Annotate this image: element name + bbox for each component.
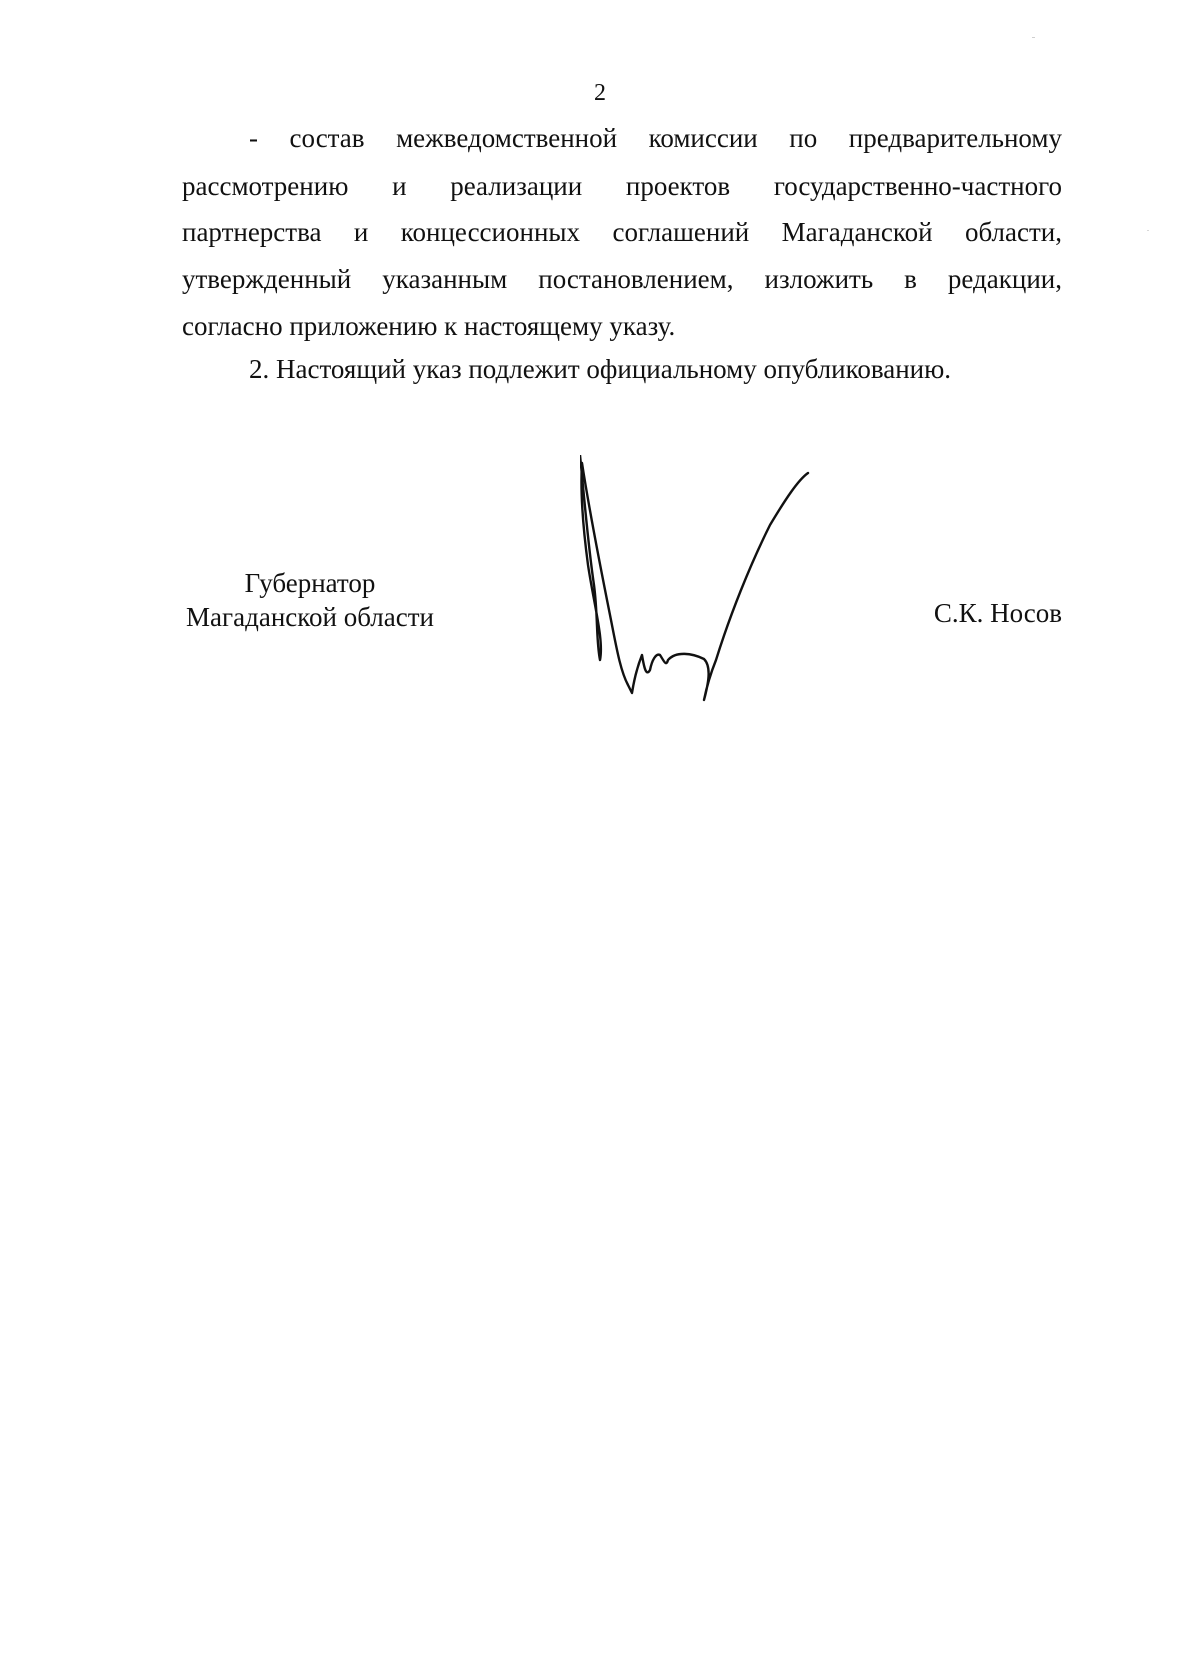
page-number: 2 (594, 80, 606, 106)
paragraph-line: утвержденный указанным постановлением, изложить в редакции, (182, 264, 1062, 294)
paragraph-line: 2. Настоящий указ подлежит официальному опубликованию. (249, 354, 952, 384)
paragraph-line: рассмотрению и реализации проектов государственно-частного (182, 171, 1062, 201)
signatory-title (182, 566, 438, 634)
scan-artifact (1032, 37, 1035, 38)
paragraph-line: - состав межведомственной комиссии по предварительному (249, 123, 1062, 153)
paragraph-composition (182, 121, 1062, 343)
paragraph-line: согласно приложению к настоящему указу. (182, 311, 676, 341)
signatory-position: Губернатор (244, 568, 376, 598)
signatory-name: С.К. Носов (933, 598, 1062, 628)
paragraph-publication (182, 352, 1062, 386)
signatory-region: Магаданской области (186, 602, 434, 632)
handwritten-signature (580, 455, 840, 715)
scan-artifact (1147, 230, 1149, 231)
paragraph-line: партнерства и концессионных соглашений Магаданской области, (182, 217, 1062, 247)
